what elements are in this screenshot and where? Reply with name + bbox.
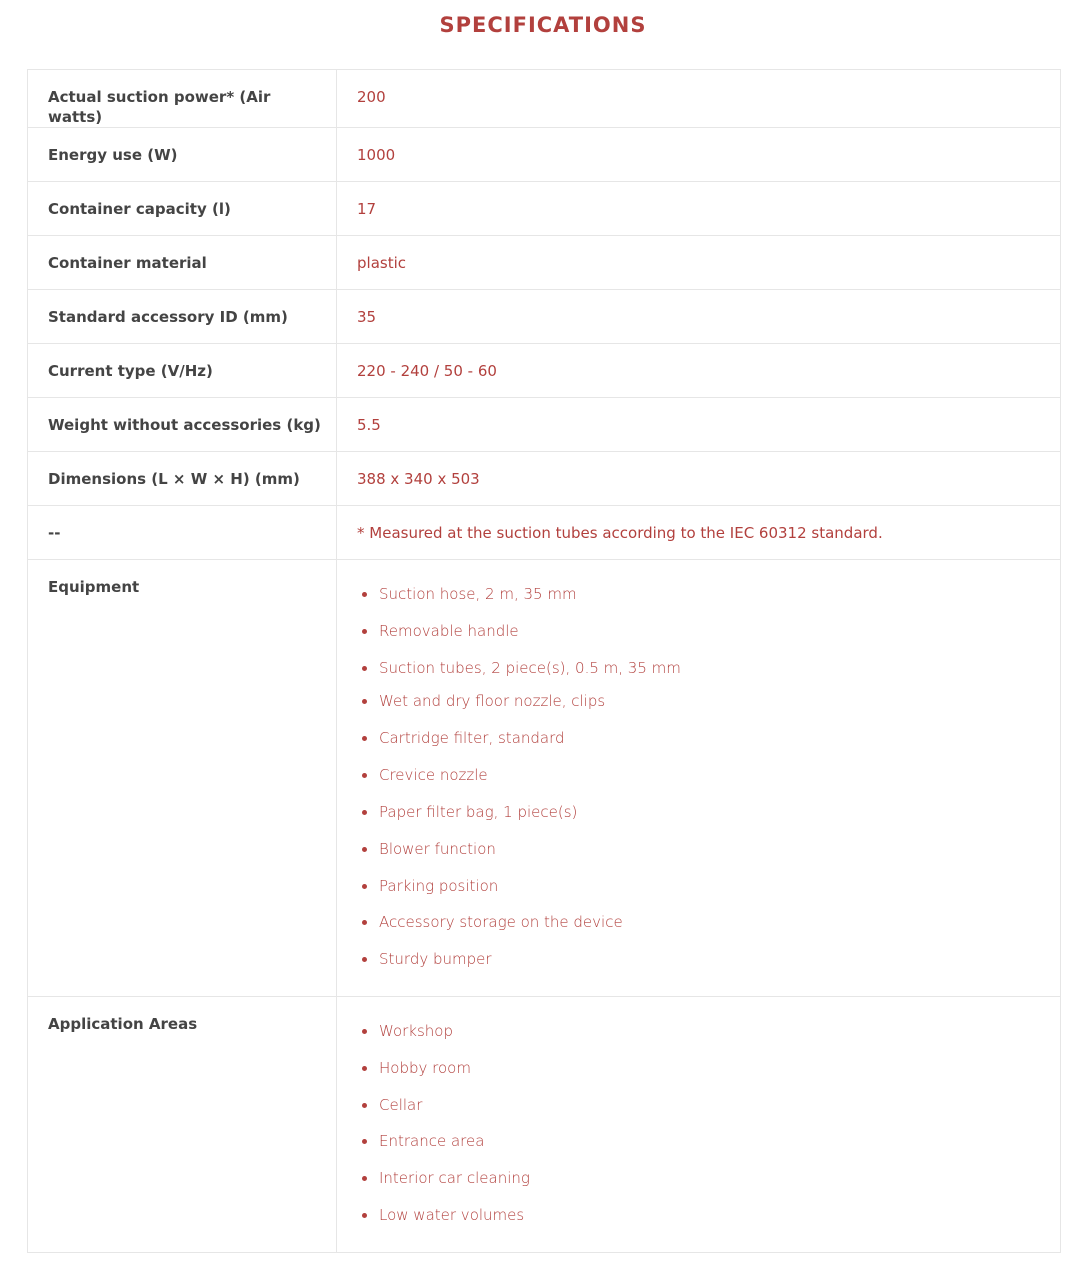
list-item: Cartridge filter, standard (357, 727, 1050, 764)
spec-label: Standard accessory ID (mm) (28, 290, 337, 344)
list-item: Wet and dry floor nozzle, clips (357, 690, 1050, 727)
list-item: Sturdy bumper (357, 948, 1050, 985)
list-item: Accessory storage on the device (357, 911, 1050, 948)
list-item: Suction tubes, 2 piece(s), 0.5 m, 35 mm (357, 657, 1050, 690)
table-row (28, 236, 1061, 290)
spec-value: 17 (337, 182, 1061, 236)
specifications-table (27, 69, 1061, 1253)
application-areas-list (357, 1014, 1050, 1241)
spec-value: 220 - 240 / 50 - 60 (337, 344, 1061, 398)
list-item: Hobby room (357, 1057, 1050, 1094)
spec-value: 5.5 (337, 398, 1061, 452)
list-item: Removable handle (357, 620, 1050, 657)
application-areas-cell (337, 997, 1061, 1253)
spec-value: 35 (337, 290, 1061, 344)
application-areas-label: Application Areas (28, 997, 337, 1253)
spec-label: Container material (28, 236, 337, 290)
equipment-label: Equipment (28, 560, 337, 997)
list-item: Cellar (357, 1094, 1050, 1130)
spec-label: Dimensions (L × W × H) (mm) (28, 452, 337, 506)
list-item: Low water volumes (357, 1204, 1050, 1241)
list-item: Entrance area (357, 1130, 1050, 1167)
list-item: Workshop (357, 1020, 1050, 1057)
spec-label: Container capacity (l) (28, 182, 337, 236)
table-row (28, 70, 1061, 128)
spec-label: Energy use (W) (28, 128, 337, 182)
table-row (28, 398, 1061, 452)
spec-value: 388 x 340 x 503 (337, 452, 1061, 506)
list-item: Suction hose, 2 m, 35 mm (357, 583, 1050, 620)
spec-value: plastic (337, 236, 1061, 290)
list-item: Parking position (357, 875, 1050, 911)
spec-label: -- (28, 506, 337, 560)
table-row (28, 452, 1061, 506)
table-row (28, 290, 1061, 344)
spec-value: 200 (337, 70, 1061, 128)
equipment-list (357, 577, 1050, 985)
spec-label: Current type (V/Hz) (28, 344, 337, 398)
table-row (28, 344, 1061, 398)
spec-label: Actual suction power* (Air watts) (28, 70, 337, 128)
table-row-equipment (28, 560, 1061, 997)
table-row-application-areas (28, 997, 1061, 1253)
table-row (28, 182, 1061, 236)
page-title: SPECIFICATIONS (439, 13, 647, 37)
spec-value: 1000 (337, 128, 1061, 182)
spec-footnote: * Measured at the suction tubes according to the IEC 60312 standard. (337, 506, 1061, 560)
spec-label: Weight without accessories (kg) (28, 398, 337, 452)
table-row (28, 506, 1061, 560)
list-item: Paper filter bag, 1 piece(s) (357, 801, 1050, 838)
list-item: Interior car cleaning (357, 1167, 1050, 1204)
table-row (28, 128, 1061, 182)
list-item: Blower function (357, 838, 1050, 875)
list-item: Crevice nozzle (357, 764, 1050, 801)
equipment-cell (337, 560, 1061, 997)
